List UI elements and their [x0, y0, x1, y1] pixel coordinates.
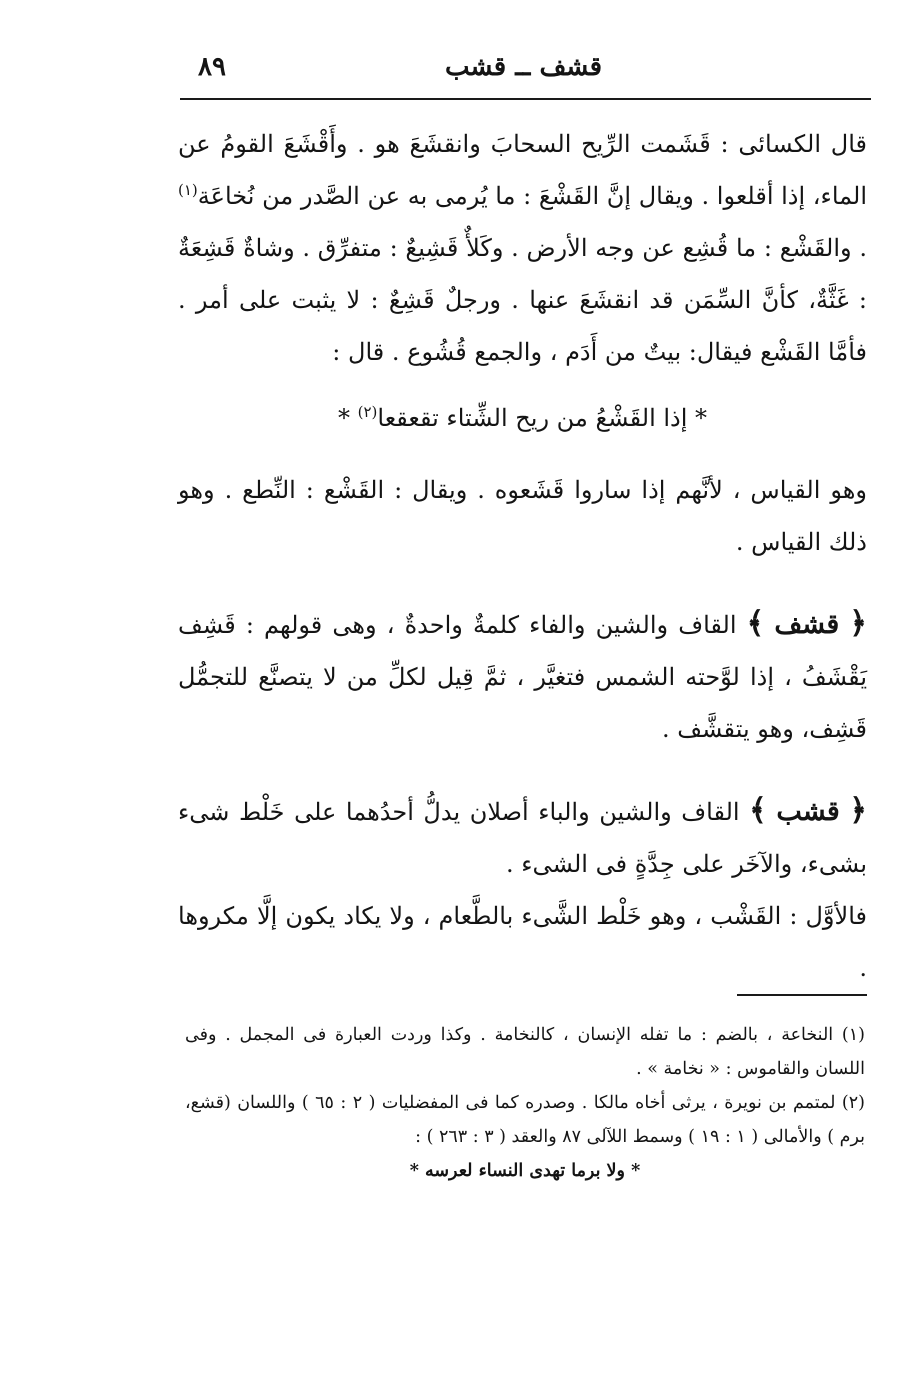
footnote-verse: * ولا برما تهدى النساء لعرسه *: [409, 1161, 641, 1181]
entry-qashaf: [178, 598, 867, 755]
bracket-close: ﴾: [749, 793, 767, 828]
entry-headword-qashab: قشب: [776, 796, 840, 827]
paragraph-text: قال الكسائى : قَشَمت الرِّيح السحابَ وانقشَعَ هو . وأَقْشَعَ القومُ عن الماء، إذا أقلعوا . ويقال إنَّ القَشْعَ : ما يُرمى به عن الصَّدر من نُخاعَة: [178, 130, 867, 210]
footnote-ref-1: (١): [178, 181, 198, 199]
footnote-rule: [737, 994, 867, 996]
footnote-1: (١) النخاعة ، بالضم : ما تفله الإنسان ، كالنخامة . وكذا وردت العبارة فى المجمل . وفى اللسان والقاموس : « نخامة » .: [185, 1025, 865, 1079]
paragraph-first-meaning: فالأوَّل : القَشْب ، وهو خَلْط الشَّىء بالطَّعام ، ولا يكاد يكون إلَّا مكروها .: [178, 902, 867, 982]
header-rule: [180, 98, 871, 100]
verse-end-star: *: [337, 404, 350, 432]
running-head: قشف ــ قشب: [444, 52, 603, 82]
paragraph-text-cont: . والقَشْع : ما قُشِع عن وجه الأرض . وكَلأٌ قَشِيعٌ : متفرِّق . وشاةٌ قَشِعَةٌ : غَثَّةٌ، كأنَّ السِّمَن قد انقشَعَ عنها . ورجلٌ قَشِعٌ : لا يثبت على أمر . فأمَّا القَشْع فيقال: بيتٌ من أَدَم ، والجمع قُشُوع . قال :: [178, 234, 867, 366]
footnotes: [185, 1018, 865, 1188]
verse-line: [178, 392, 867, 444]
footnote-ref-2: (٢): [357, 403, 378, 421]
bracket-open: ﴿: [849, 606, 867, 641]
bracket-open: ﴿: [849, 793, 867, 828]
paragraph-qashm: [178, 118, 867, 378]
entry-headword-qashaf: قشف: [774, 609, 840, 640]
verse-text: * إذا القَشْعُ من ريح الشِّتاء تقعقعا: [377, 404, 708, 432]
page-header: [180, 52, 867, 96]
entry-qashab: [178, 785, 867, 890]
paragraph-qiyas: وهو القياس ، لأنَّهم إذا ساروا قَشَعوه . ويقال : القَشْع : النِّطع . وهو ذلك القياس .: [178, 476, 867, 556]
page-number: ٨٩: [198, 52, 226, 82]
entry-text-qashaf: القاف والشين والفاء كلمةٌ واحدةٌ ، وهى قولهم : قَشِف يَقْشَفُ ، إذا لوَّحته الشمس فتغيَّر ، ثمَّ قِيل لكلِّ من لا يتصنَّع للتجمُّل قَشِف، وهو يتقشَّف .: [178, 611, 868, 743]
main-text: [178, 118, 867, 994]
bracket-close: ﴾: [746, 606, 765, 641]
entry-text-qashab: القاف والشين والباء أصلان يدلُّ أحدُهما على خَلْط شىء بشىء، والآخَر على جِدَّةٍ فى الشىء .: [178, 798, 867, 878]
footnote-2: (٢) لمتمم بن نويرة ، يرثى أخاه مالكا . وصدره كما فى المفضليات ( ٢ : ٦٥ ) واللسان (قشع، برم ) والأمالى ( ١ : ١٩ ) وسمط اللآلى ٨٧ والعقد ( ٣ : ٢٦٣ ) :: [185, 1093, 865, 1147]
